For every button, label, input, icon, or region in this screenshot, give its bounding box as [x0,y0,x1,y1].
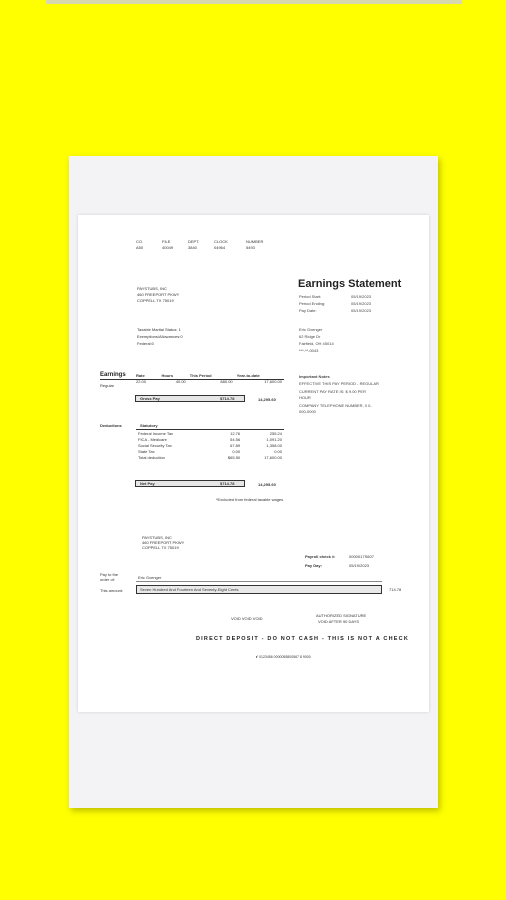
pay-day-label: Pay Day: [305,563,322,568]
footnote: *Excluded from federal taxable wages [216,497,284,502]
payee-name: Eric Gvenger [138,575,162,580]
deduction-ytd: 1,091.20 [266,437,282,442]
code-label: NUMBER [246,239,264,244]
notes-line: HOUR [299,395,311,400]
statement-title: Earnings Statement [298,278,402,290]
employee-id: ***-**-0043 [299,348,319,353]
period-start-label: Period Start: [299,294,322,299]
notes-line: COMPANY TELEPHONE NUMBER, 0 0- [299,403,372,408]
code-label: DEPT. [188,239,200,244]
deduction-ytd: 0.00 [274,449,282,454]
company-name: PAYSTUBS, INC [137,286,167,291]
pay-date-label: Pay Date: [299,308,317,313]
code-label: CLOCK [214,239,228,244]
deductions-table [136,431,284,461]
deduction-label: FICA - Medicare [138,437,167,442]
deduction-label: Federal Income Tax [138,431,174,436]
top-edge [46,0,462,4]
net-pay-period: $714.78 [220,481,235,486]
payee-rule [136,581,382,582]
earnings-heading: Earnings [100,372,126,378]
earnings-row-label: Regular [100,383,115,388]
amount-words: Seven Hundred And Fourteen And Seventy-Eight Cents [140,587,239,592]
gross-pay-ytd: 14,295.60 [258,397,276,402]
period-end-label: Period Ending: [299,301,326,306]
tax-exemptions: Exemptions/Allowances:0 [137,334,183,339]
check-company-address1: 460 FREEPORT PKWY [142,540,185,545]
ytd-header: Year-to-date [236,373,260,378]
rate-header: Rate [136,373,145,378]
check-company-name: PAYSTUBS, INC [142,535,172,540]
important-notes [299,374,379,415]
notes-line: EFFECTIVE THIS PAY PERIOD - REGULAR [299,381,379,386]
pay-date-value: 05/19/2023 [351,308,372,313]
void-text: VOID VOID VOID [231,616,263,621]
notes-title: Important Notes [299,374,330,379]
void-after: VOID AFTER 90 DAYS [318,619,360,624]
code-label: FILE [162,239,171,244]
code-value: 5493 [246,245,255,250]
deduction-period: 12.76 [230,431,241,436]
pay-day-value: 05/19/2023 [349,563,370,568]
check-company-address2: COPPELL TX 75019 [142,545,179,550]
deduction-ytd: 17,600.00 [264,455,282,460]
deduction-period: 0.00 [232,449,241,454]
code-value: 40049 [162,245,174,250]
code-label: CO. [136,239,144,244]
pay-to-label: Pay to the [100,572,119,577]
period-cell: 880.00 [220,379,233,384]
code-value: 04964 [214,245,226,250]
deduction-ytd: 255.24 [269,431,282,436]
employee-address1: 62 Ridge Dr [299,334,321,339]
deductions-heading: Deductions [100,423,122,428]
table-row [136,455,284,461]
notes-line: 000-0000 [299,409,316,414]
code-value: A50 [136,245,144,250]
company-address1: 460 FREEPORT PKWY [137,292,180,297]
deduction-period: 67.89 [230,443,241,448]
tax-status: Taxable Marital Status: 1 [137,327,181,332]
deduction-label: Total deduction [138,455,165,460]
earnings-table [134,373,284,385]
statutory-heading: Statutory [140,423,158,428]
payroll-check-label: Payroll check #: [305,554,336,559]
statement-period-block [299,293,371,314]
authorized-signature: AUTHORIZED SIGNATURE [316,613,367,618]
header-codes [136,239,272,250]
deduction-period: 54.56 [230,437,241,442]
gross-pay-label: Gross Pay [140,396,160,401]
deduction-label: State Tax [138,449,155,454]
table-row [134,379,284,385]
payroll-check-number: 0000017S607 [349,554,374,559]
company-address2: COPPELL TX 75019 [137,298,174,303]
hours-header: Hours [161,373,174,378]
amount-label: This amount: [100,588,124,593]
deduction-ytd: 1,358.00 [266,443,282,448]
direct-deposit-notice: DIRECT DEPOSIT - DO NOT CASH - THIS IS NOT A CHECK [196,636,409,642]
deductions-rule [136,429,284,430]
code-value: 3840 [188,245,197,250]
period-start-value: 05/19/2023 [351,294,372,299]
tax-federal: Federal:0 [137,341,154,346]
gross-pay-period: $714.78 [220,396,235,401]
micr-line: ⑈ 0123456 0000055800567 8 9000 [256,655,311,659]
earnings-statement-document [78,215,429,712]
net-pay-ytd: 14,295.60 [258,482,276,487]
period-end-value: 05/19/2023 [351,301,372,306]
net-pay-label: Net Pay [140,481,155,486]
employee-name: Eric Gvenger [299,327,323,332]
deduction-label: Social Security Tax [138,443,172,448]
hours-cell: 40.00 [175,379,186,384]
ytd-cell: 17,600.00 [264,379,282,384]
notes-line: CURRENT PAY RATE IS: $ 9.00 PER [299,389,366,394]
employee-address2: Fairfield, OH 45014 [299,341,334,346]
pay-to-label2: order of: [100,577,115,582]
employee-block [299,326,334,354]
deduction-period: $65.50 [227,455,241,460]
amount-value: 714.78 [389,587,402,592]
period-header: This Period [189,373,212,378]
rate-cell: 22.00 [136,379,147,384]
